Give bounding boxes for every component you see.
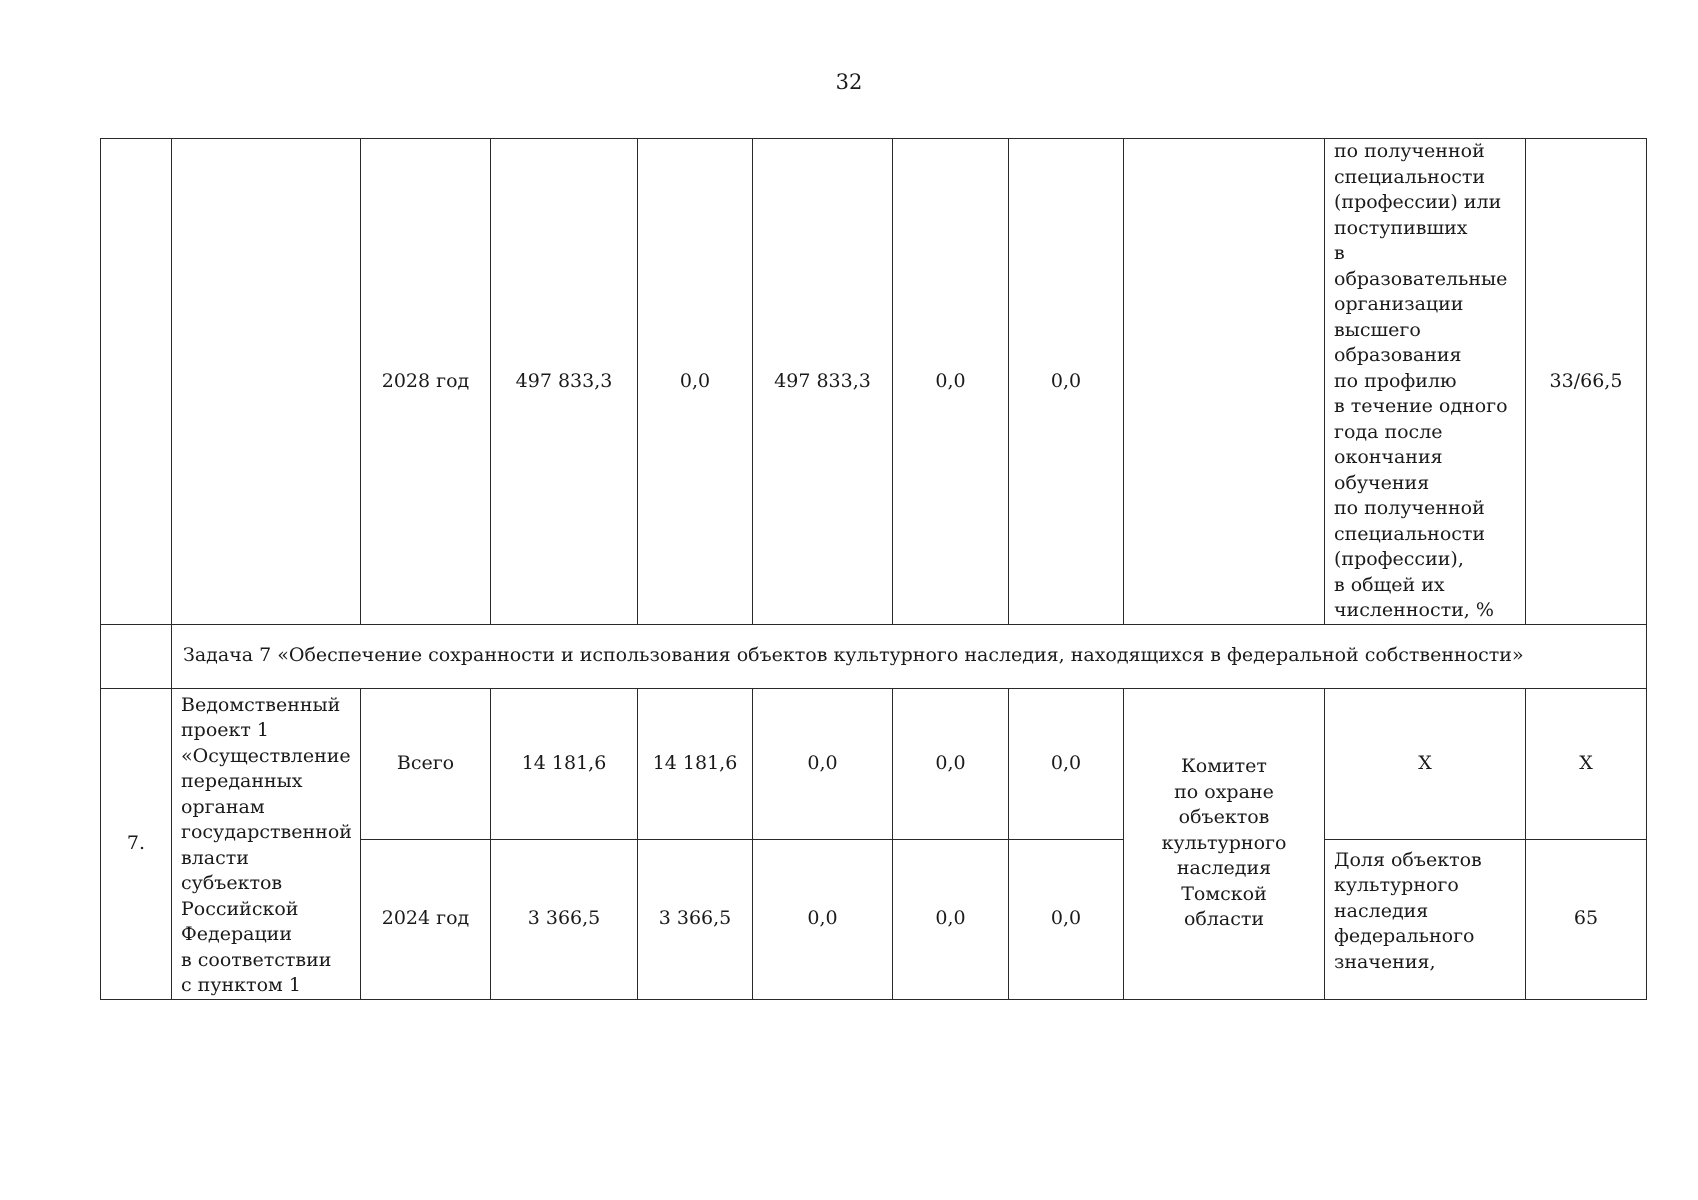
- cell-name: [172, 139, 361, 625]
- cell-other: 0,0: [1009, 139, 1124, 625]
- cell-indicator: X: [1325, 688, 1526, 839]
- cell-executor: [1124, 139, 1325, 625]
- cell-federal: 3 366,5: [638, 839, 753, 999]
- cell-indicator: Доля объектов культурного наследия федерального значения,: [1325, 839, 1526, 999]
- cell-indicator-value: 65: [1526, 839, 1647, 999]
- cell-total: 14 181,6: [491, 688, 638, 839]
- table-row-project-total: [101, 688, 1647, 839]
- cell-number: 7.: [101, 688, 172, 999]
- cell-local: 0,0: [893, 839, 1009, 999]
- task-heading: Задача 7 «Обеспечение сохранности и использования объектов культурного наследия, находящихся в федеральной собственности»: [172, 624, 1647, 688]
- cell-project-name: Ведомственный проект 1 «Осуществление переданных органам государственной власти субъектов Российской Федерации в соответствии с пунктом 1: [172, 688, 361, 999]
- cell-number: [101, 624, 172, 688]
- cell-local: 0,0: [893, 688, 1009, 839]
- cell-federal: 14 181,6: [638, 688, 753, 839]
- cell-number: [101, 139, 172, 625]
- cell-other: 0,0: [1009, 688, 1124, 839]
- cell-regional: 497 833,3: [753, 139, 893, 625]
- cell-other: 0,0: [1009, 839, 1124, 999]
- page-number: 32: [835, 70, 863, 94]
- table-row-task: [101, 624, 1647, 688]
- cell-federal: 0,0: [638, 139, 753, 625]
- cell-indicator: по полученной специальности (профессии) или поступивших в образовательные организации высшего образования по профилю в течение одного года после окончания обучения по полученной специальности (профессии), в общей их численности, %: [1325, 139, 1526, 625]
- cell-local: 0,0: [893, 139, 1009, 625]
- table-row-2028: [101, 139, 1647, 625]
- cell-period: Всего: [361, 688, 491, 839]
- cell-regional: 0,0: [753, 688, 893, 839]
- cell-executor: Комитет по охране объектов культурного наследия Томской области: [1124, 688, 1325, 999]
- cell-indicator-value: X: [1526, 688, 1647, 839]
- cell-period: 2024 год: [361, 839, 491, 999]
- program-table: [100, 138, 1647, 1000]
- cell-total: 497 833,3: [491, 139, 638, 625]
- cell-indicator-value: 33/66,5: [1526, 139, 1647, 625]
- cell-total: 3 366,5: [491, 839, 638, 999]
- cell-period: 2028 год: [361, 139, 491, 625]
- cell-regional: 0,0: [753, 839, 893, 999]
